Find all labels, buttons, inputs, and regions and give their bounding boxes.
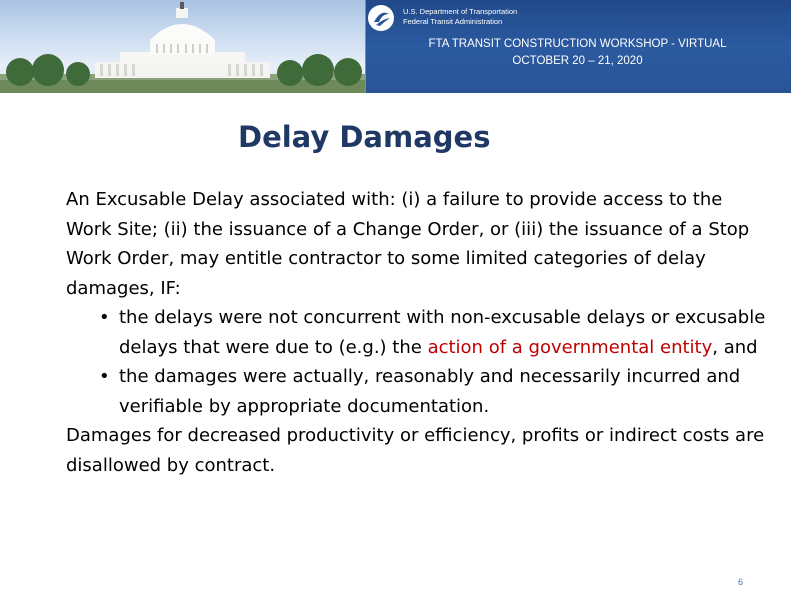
bullet-item-2	[66, 362, 766, 421]
event-title-line-1: FTA TRANSIT CONSTRUCTION WORKSHOP - VIRTUAL	[428, 38, 727, 50]
bullet-1-text: the delays were not concurrent with non-excusable delays or excusable delays that were due to (e.g.) the	[119, 307, 766, 358]
event-title	[365, 36, 790, 70]
page-number: 6	[738, 577, 744, 587]
bullet-1-highlight: action of a governmental entity	[427, 336, 713, 358]
bullet-1-text-end: , and	[712, 336, 758, 358]
event-dates: OCTOBER 20 – 21, 2020	[512, 55, 643, 67]
agency-line-1: U.S. Department of Transportation	[403, 7, 518, 16]
bullet-marker: •	[99, 307, 110, 328]
intro-paragraph: An Excusable Delay associated with: (i) a failure to provide access to the Work Site; (ii) the issuance of a Change Order, or (iii) the issuance of a Stop Work Order, may entitle contractor to some limited categories of delay damages, IF:	[66, 189, 750, 299]
bullet-2-text: the damages were actually, reasonably and necessarily incurred and verifiable by appropriate documentation.	[119, 366, 741, 417]
slide-title: Delay Damages	[238, 120, 491, 154]
bullet-marker: •	[99, 366, 110, 387]
slide-body	[66, 185, 766, 480]
bullet-item-1	[66, 303, 766, 362]
dot-logo	[368, 5, 394, 31]
capitol-image	[0, 0, 365, 93]
agency-line-2: Federal Transit Administration	[403, 17, 503, 26]
agency-name	[403, 7, 517, 27]
closing-paragraph: Damages for decreased productivity or efficiency, profits or indirect costs are disallowed by contract.	[66, 425, 765, 476]
slide-header	[0, 0, 792, 93]
